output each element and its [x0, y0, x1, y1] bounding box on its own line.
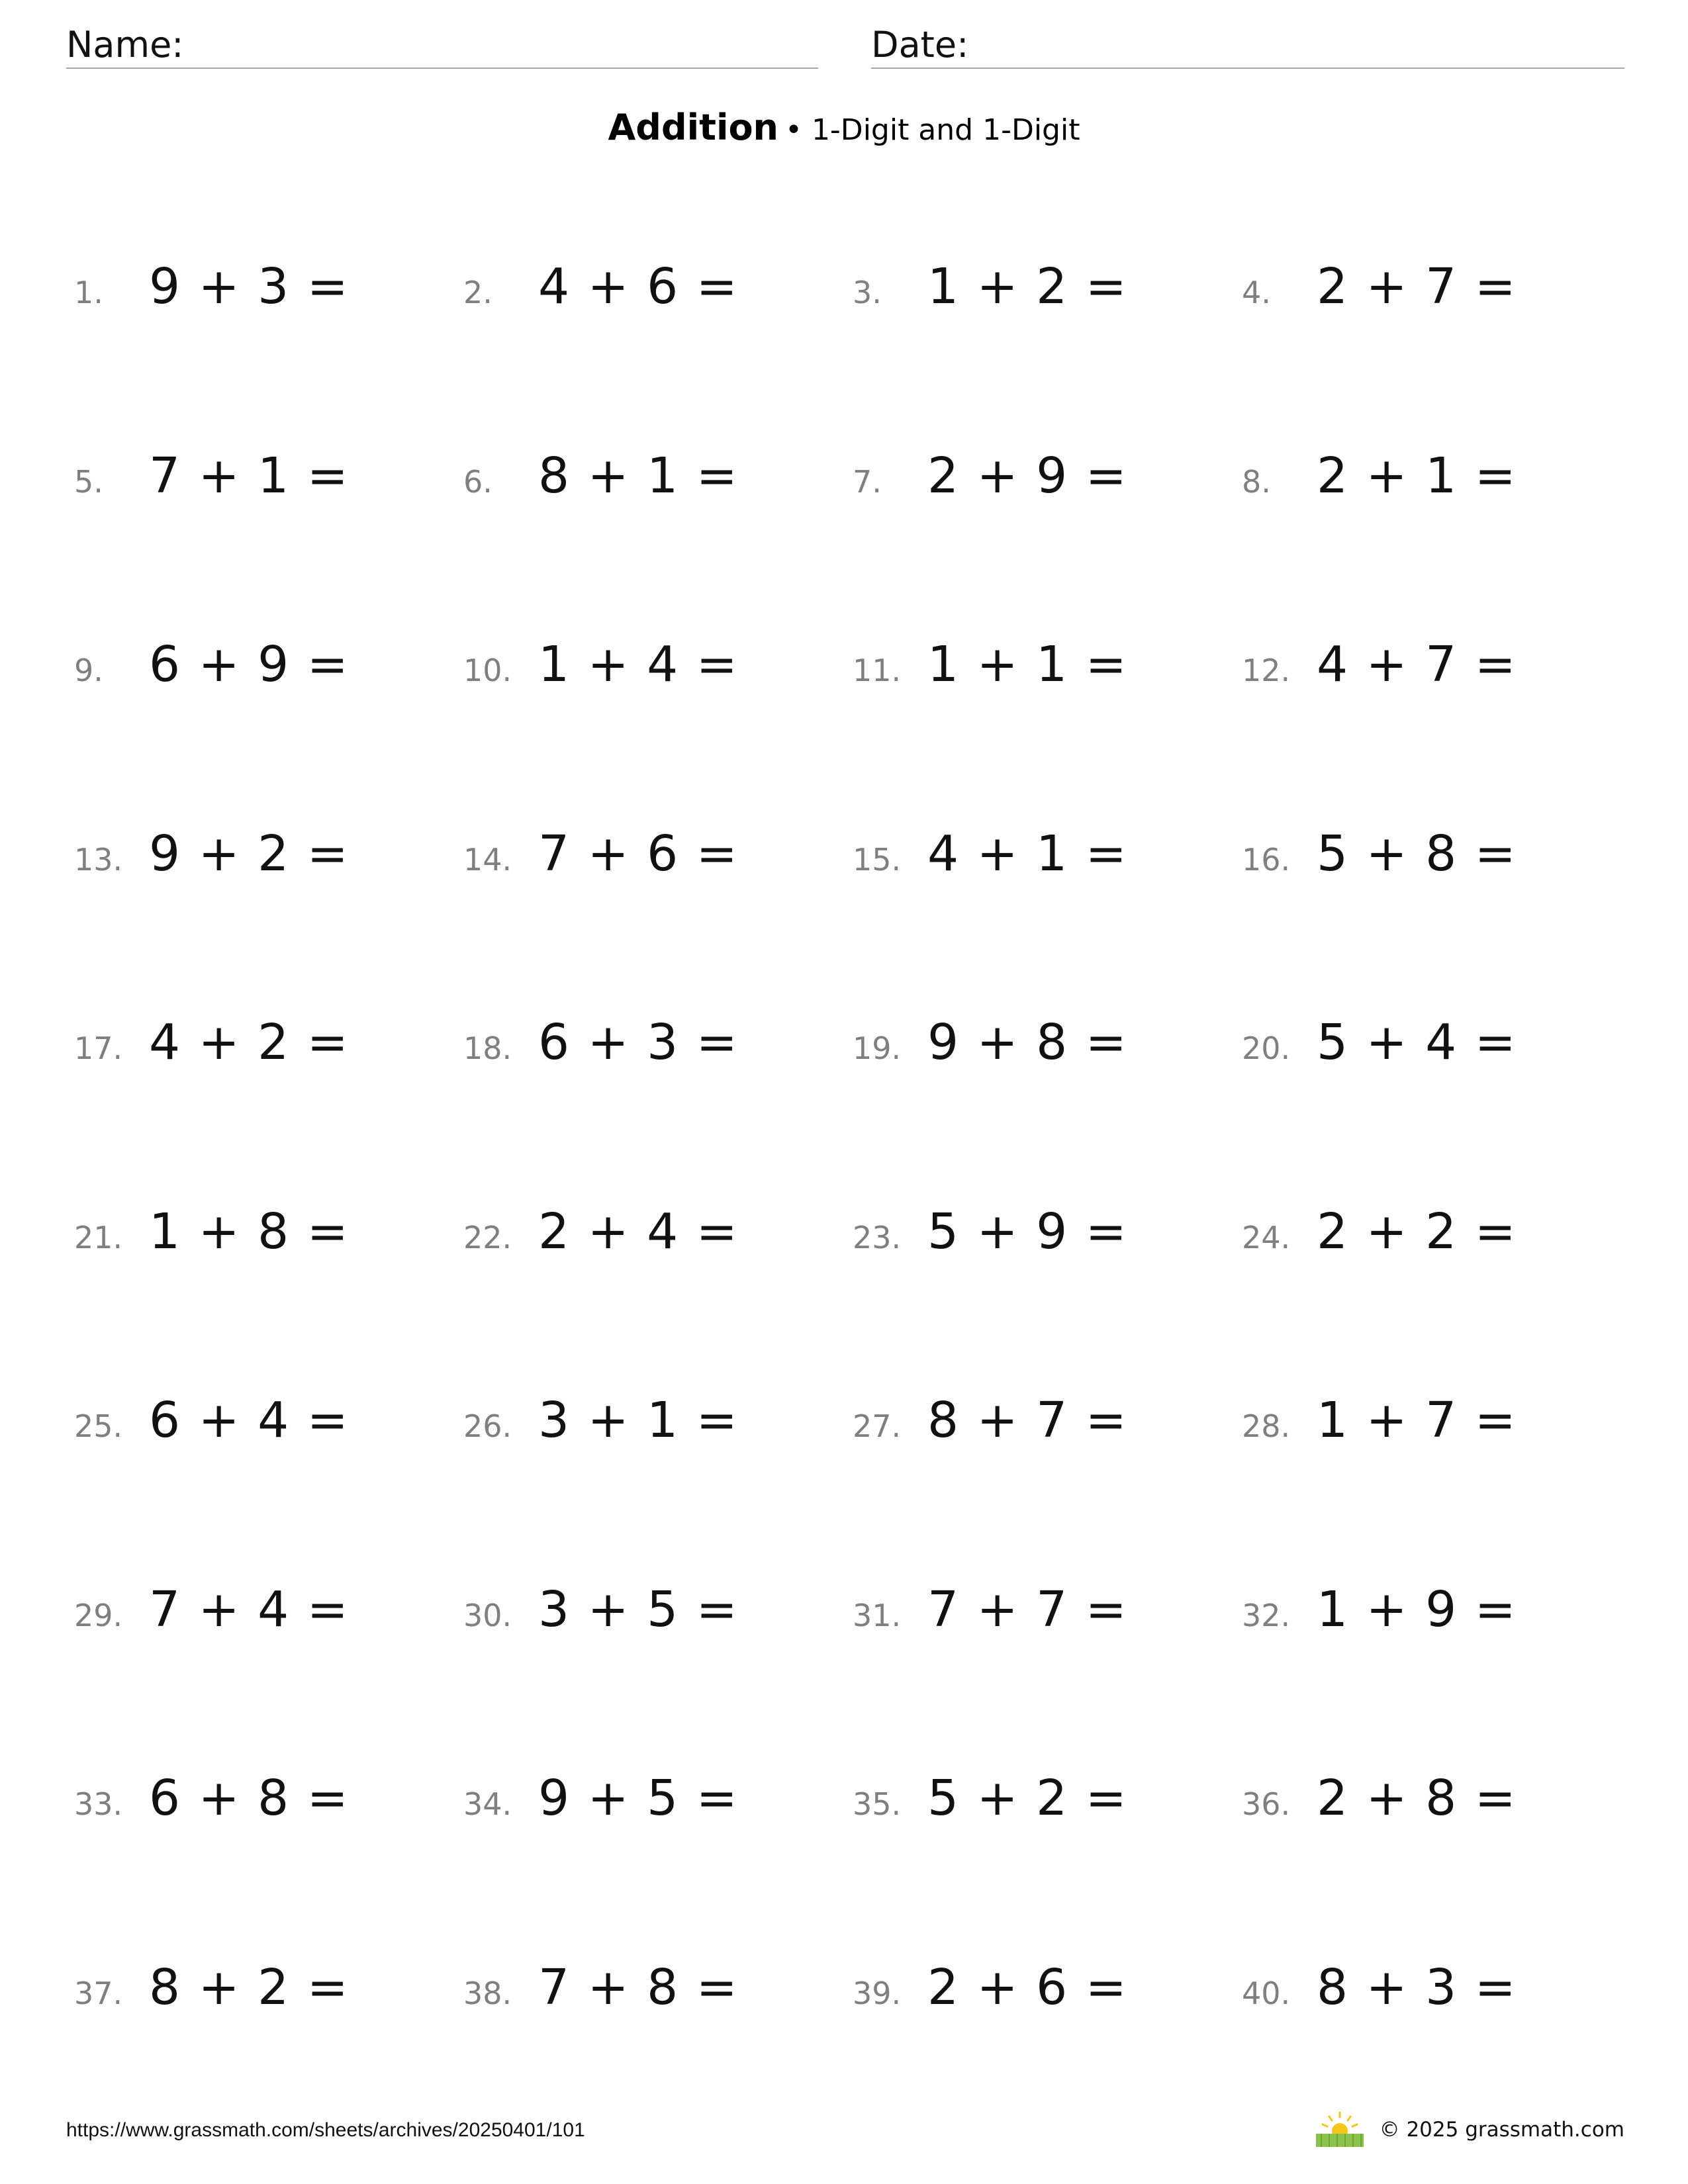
problem-number: 16. [1242, 841, 1291, 878]
problem-expression: 9 + 8 = [927, 1014, 1128, 1071]
problem-number: 15. [853, 841, 902, 878]
problem-expression: 5 + 2 = [927, 1770, 1128, 1827]
problem-expression: 6 + 8 = [149, 1770, 350, 1827]
date-label: Date: [871, 24, 969, 66]
problem-item [1242, 1770, 1631, 1829]
problem-item [853, 258, 1242, 318]
footer-branding [1315, 2111, 1624, 2148]
problem-item [1242, 636, 1631, 696]
problem-number: 33. [74, 1786, 123, 1822]
problem-item [463, 447, 853, 507]
problem-item [1242, 1392, 1631, 1451]
problem-number: 10. [463, 653, 512, 688]
problem-expression: 7 + 4 = [149, 1580, 350, 1638]
problem-number: 38. [463, 1975, 512, 2011]
problem-item [1242, 1014, 1631, 1073]
title-subtitle: • 1-Digit and 1-Digit [785, 113, 1080, 147]
problem-expression: 6 + 3 = [538, 1014, 739, 1071]
problem-item [463, 636, 853, 696]
problem-expression: 3 + 5 = [538, 1580, 739, 1638]
problem-item [853, 1014, 1242, 1073]
problem-expression: 8 + 2 = [149, 1958, 350, 2016]
problem-number: 36. [1242, 1786, 1291, 1822]
problem-number: 18. [463, 1030, 512, 1066]
problem-expression: 4 + 1 = [927, 825, 1128, 882]
problem-expression: 1 + 2 = [927, 258, 1128, 315]
problem-expression: 6 + 9 = [149, 636, 350, 693]
problem-item [74, 1014, 463, 1073]
problem-number: 9. [74, 653, 103, 688]
problem-expression: 2 + 1 = [1317, 447, 1517, 504]
problem-item [74, 258, 463, 318]
footer-url[interactable]: https://www.grassmath.com/sheets/archives/20250401/101 [66, 2119, 585, 2141]
problem-number: 4. [1242, 275, 1271, 310]
problem-expression: 9 + 2 = [149, 825, 350, 882]
name-field[interactable] [66, 20, 818, 69]
problem-item [1242, 825, 1631, 885]
problem-item [74, 1770, 463, 1829]
problems-grid [74, 258, 1636, 2016]
problem-number: 35. [853, 1786, 902, 1822]
problem-item [463, 1203, 853, 1263]
problem-number: 12. [1242, 653, 1291, 688]
problem-number: 6. [463, 463, 492, 500]
problem-item [463, 1581, 853, 1641]
problem-expression: 4 + 7 = [1317, 636, 1517, 693]
problem-expression: 9 + 3 = [149, 258, 350, 315]
problem-item [1242, 1203, 1631, 1263]
problem-number: 1. [74, 275, 103, 310]
problem-number: 24. [1242, 1219, 1291, 1255]
problem-item [74, 825, 463, 885]
problem-item [1242, 1581, 1631, 1641]
problem-number: 32. [1242, 1597, 1291, 1633]
problem-number: 7. [853, 463, 882, 500]
problem-item [463, 1959, 853, 2019]
sun-over-grass-icon [1315, 2111, 1365, 2148]
problem-item [1242, 1959, 1631, 2019]
problem-number: 17. [74, 1030, 123, 1066]
problem-expression: 1 + 7 = [1317, 1392, 1517, 1449]
problem-item [74, 1959, 463, 2019]
problem-item [853, 1392, 1242, 1451]
problem-expression: 5 + 8 = [1317, 825, 1517, 882]
date-field[interactable] [871, 20, 1624, 69]
problem-number: 5. [74, 463, 103, 500]
problem-number: 26. [463, 1408, 512, 1444]
problem-number: 34. [463, 1786, 512, 1822]
problem-expression: 2 + 4 = [538, 1203, 739, 1260]
problem-item [853, 825, 1242, 885]
problem-expression: 7 + 1 = [149, 447, 350, 504]
problem-number: 8. [1242, 463, 1271, 500]
problem-number: 2. [463, 275, 492, 310]
problem-item [74, 636, 463, 696]
problem-number: 22. [463, 1219, 512, 1255]
problem-number: 28. [1242, 1408, 1291, 1444]
problem-number: 39. [853, 1975, 902, 2011]
problem-expression: 3 + 1 = [538, 1392, 739, 1449]
problem-number: 25. [74, 1408, 123, 1444]
title-main: Addition [608, 107, 778, 148]
problem-expression: 1 + 8 = [149, 1203, 350, 1260]
problem-expression: 8 + 1 = [538, 447, 739, 504]
problem-expression: 7 + 6 = [538, 825, 739, 882]
problem-expression: 5 + 9 = [927, 1203, 1128, 1260]
problem-expression: 1 + 1 = [927, 636, 1128, 693]
problem-item [853, 636, 1242, 696]
problem-expression: 4 + 2 = [149, 1014, 350, 1071]
problem-item [1242, 447, 1631, 507]
problem-item [463, 825, 853, 885]
problem-expression: 1 + 4 = [538, 636, 739, 693]
problem-item [853, 1959, 1242, 2019]
problem-item [853, 1203, 1242, 1263]
problem-number: 31. [853, 1597, 902, 1633]
problem-expression: 2 + 8 = [1317, 1770, 1517, 1827]
problem-expression: 7 + 8 = [538, 1958, 739, 2016]
problem-item [74, 447, 463, 507]
problem-number: 11. [853, 653, 902, 688]
worksheet-title [0, 105, 1688, 151]
problem-expression: 6 + 4 = [149, 1392, 350, 1449]
footer-copyright: © 2025 grassmath.com [1379, 2118, 1624, 2142]
problem-number: 29. [74, 1597, 123, 1633]
problem-number: 19. [853, 1030, 902, 1066]
problem-number: 21. [74, 1219, 123, 1255]
problem-expression: 2 + 6 = [927, 1958, 1128, 2016]
problem-item [463, 1392, 853, 1451]
problem-item [1242, 258, 1631, 318]
problem-item [463, 1770, 853, 1829]
problem-expression: 2 + 2 = [1317, 1203, 1517, 1260]
problem-number: 27. [853, 1408, 902, 1444]
name-label: Name: [66, 24, 184, 66]
problem-item [74, 1392, 463, 1451]
problem-item [463, 1014, 853, 1073]
problem-expression: 1 + 9 = [1317, 1580, 1517, 1638]
problem-expression: 7 + 7 = [927, 1580, 1128, 1638]
problem-item [853, 447, 1242, 507]
problem-number: 23. [853, 1219, 902, 1255]
problem-item [463, 258, 853, 318]
problem-number: 14. [463, 841, 512, 878]
problem-expression: 9 + 5 = [538, 1770, 739, 1827]
problem-expression: 2 + 7 = [1317, 258, 1517, 315]
problem-item [74, 1581, 463, 1641]
problem-number: 40. [1242, 1975, 1291, 2011]
problem-number: 13. [74, 841, 123, 878]
problem-expression: 8 + 7 = [927, 1392, 1128, 1449]
problem-expression: 2 + 9 = [927, 447, 1128, 504]
problem-number: 37. [74, 1975, 123, 2011]
problem-expression: 5 + 4 = [1317, 1014, 1517, 1071]
problem-item [853, 1770, 1242, 1829]
problem-number: 30. [463, 1597, 512, 1633]
problem-item [853, 1581, 1242, 1641]
problem-expression: 4 + 6 = [538, 258, 739, 315]
problem-number: 3. [853, 275, 882, 310]
problem-number: 20. [1242, 1030, 1291, 1066]
problem-item [74, 1203, 463, 1263]
problem-expression: 8 + 3 = [1317, 1958, 1517, 2016]
